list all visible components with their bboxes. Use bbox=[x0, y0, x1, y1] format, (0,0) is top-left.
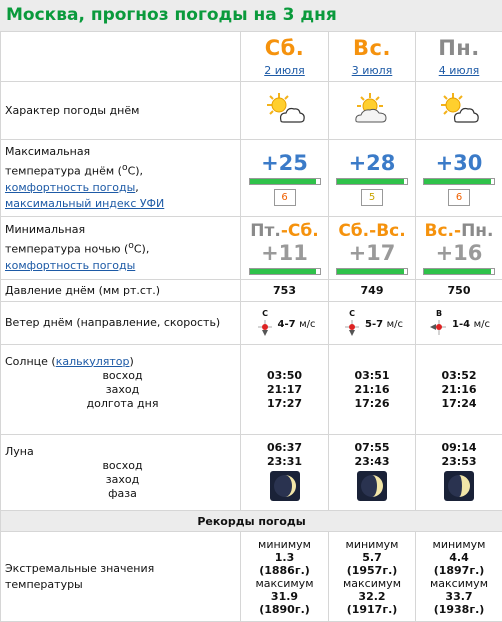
min-temp-label-line2: температура ночью ( bbox=[5, 243, 128, 256]
record-max: 33.7 bbox=[416, 590, 502, 603]
night-period: Пт.-Сб. bbox=[241, 221, 328, 241]
day-date-link[interactable]: 3 июля bbox=[329, 64, 415, 77]
day-header-0 bbox=[241, 32, 329, 82]
uvi-badge: 6 bbox=[274, 189, 296, 206]
wind-speed: 1-4 bbox=[452, 319, 470, 330]
sun-cloud-icon bbox=[350, 91, 394, 127]
min-temp-row: Минимальная температура ночью ($^o$C), комфортность погоды Пт.-Сб. +11 Сб.-Вс. +17 Вс.-Пн. +16 bbox=[1, 217, 502, 280]
day-header-1 bbox=[329, 32, 416, 82]
max-temp-value: +28 bbox=[329, 151, 415, 175]
sun-cloud-icon bbox=[263, 91, 307, 127]
records-row: Экстремальные значения температуры минимум 1.3 (1886г.) максимум 31.9 (1890г.) минимум 5.7 (1957г.) максимум 32.2 (1917г.) минимум 4.4 (1897г.) максимум 33.7 (1938г.) bbox=[1, 532, 502, 622]
min-temp-label-line1: Минимальная bbox=[5, 222, 240, 238]
sunrise-time: 03:52 bbox=[416, 369, 502, 383]
max-temp-label-line1: Максимальная bbox=[5, 144, 240, 160]
records-header-row bbox=[1, 511, 502, 532]
record-max-year: (1890г.) bbox=[241, 603, 328, 616]
calculator-link[interactable]: калькулятор bbox=[56, 355, 130, 368]
day-weather-row bbox=[1, 82, 502, 140]
moonrise-time: 06:37 bbox=[241, 441, 328, 455]
pressure-value: 749 bbox=[329, 280, 416, 302]
moonrise-time: 09:14 bbox=[416, 441, 502, 455]
comfort-bar bbox=[249, 178, 321, 185]
degree-sign: o bbox=[128, 240, 134, 251]
moonset-time: 23:31 bbox=[241, 455, 328, 469]
pressure-label: Давление днём (мм рт.ст.) bbox=[1, 280, 241, 302]
comfort-bar bbox=[423, 178, 495, 185]
uvi-link[interactable]: максимальный индекс УФИ bbox=[5, 197, 164, 210]
max-temp-label-line2: температура днём ( bbox=[5, 165, 122, 178]
comfort-bar bbox=[249, 268, 321, 275]
comfort-link[interactable]: комфортность погоды bbox=[5, 181, 135, 194]
min-temp-value: +16 bbox=[416, 241, 502, 265]
moon-phase-icon bbox=[357, 471, 387, 501]
sunrise-time: 03:51 bbox=[329, 369, 415, 383]
moonrise-label: восход bbox=[5, 459, 240, 473]
record-min: 5.7 bbox=[329, 551, 415, 564]
day-date-link[interactable]: 2 июля bbox=[241, 64, 328, 77]
max-temp-value: +25 bbox=[241, 151, 328, 175]
comfort-bar bbox=[336, 268, 408, 275]
record-max-year: (1917г.) bbox=[329, 603, 415, 616]
comfort-bar bbox=[423, 268, 495, 275]
min-temp-value: +11 bbox=[241, 241, 328, 265]
moonrise-time: 07:55 bbox=[329, 441, 415, 455]
moon-phase-icon bbox=[270, 471, 300, 501]
wind-speed: 5-7 bbox=[365, 319, 383, 330]
day-name: Вс. bbox=[329, 36, 415, 60]
degree-sign: o bbox=[122, 162, 128, 173]
moon-label: Луна bbox=[5, 445, 240, 459]
record-min-year: (1897г.) bbox=[416, 564, 502, 577]
title-bar bbox=[0, 0, 502, 32]
day-header-row bbox=[1, 32, 502, 82]
day-length: 17:27 bbox=[241, 397, 328, 411]
records-header: Рекорды погоды bbox=[1, 511, 502, 532]
record-min: 4.4 bbox=[416, 551, 502, 564]
corner-cell bbox=[1, 32, 241, 82]
comfort-link[interactable]: комфортность погоды bbox=[5, 259, 135, 272]
comfort-bar bbox=[336, 178, 408, 185]
forecast-table bbox=[0, 31, 502, 622]
sunrise-label: восход bbox=[5, 369, 240, 383]
night-period: Сб.-Вс. bbox=[329, 221, 415, 241]
day-length: 17:24 bbox=[416, 397, 502, 411]
records-label-line2: температуры bbox=[5, 577, 240, 593]
sunrise-time: 03:50 bbox=[241, 369, 328, 383]
svg-text:С: С bbox=[262, 309, 268, 318]
sunset-label: заход bbox=[5, 383, 240, 397]
min-temp-value: +17 bbox=[329, 241, 415, 265]
day-weather-label: Характер погоды днём bbox=[1, 82, 241, 140]
wind-direction-icon bbox=[428, 308, 450, 338]
wind-direction-icon bbox=[254, 308, 276, 338]
wind-unit: м/с bbox=[474, 319, 490, 330]
day-length-label: долгота дня bbox=[5, 397, 240, 411]
sun-row: Солнце (калькулятор) восход заход долгота дня 03:50 21:17 17:27 03:51 21:16 17:26 03:52 21:16 17:24 bbox=[1, 345, 502, 435]
record-min-year: (1886г.) bbox=[241, 564, 328, 577]
wind-label: Ветер днём (направление, скорость) bbox=[1, 302, 241, 345]
sunset-time: 21:16 bbox=[329, 383, 415, 397]
record-max-year: (1938г.) bbox=[416, 603, 502, 616]
moonset-time: 23:43 bbox=[329, 455, 415, 469]
uvi-badge: 6 bbox=[448, 189, 470, 206]
sunset-time: 21:17 bbox=[241, 383, 328, 397]
day-name: Пн. bbox=[416, 36, 502, 60]
max-temp-row: Максимальная температура днём ($^o$C), комфортность погоды, максимальный индекс УФИ +25 6 +28 5 +30 6 bbox=[1, 140, 502, 217]
page-title: Москва, прогноз погоды на 3 дня bbox=[6, 5, 337, 25]
day-date-link[interactable]: 4 июля bbox=[416, 64, 502, 77]
record-min: 1.3 bbox=[241, 551, 328, 564]
wind-unit: м/с bbox=[387, 319, 403, 330]
moonset-time: 23:53 bbox=[416, 455, 502, 469]
pressure-value: 753 bbox=[241, 280, 329, 302]
wind-unit: м/с bbox=[299, 319, 315, 330]
wind-speed: 4-7 bbox=[278, 319, 296, 330]
max-temp-value: +30 bbox=[416, 151, 502, 175]
day-header-2 bbox=[416, 32, 502, 82]
moon-row bbox=[1, 435, 502, 511]
day-name: Сб. bbox=[241, 36, 328, 60]
moonset-label: заход bbox=[5, 473, 240, 487]
svg-text:В: В bbox=[436, 309, 442, 318]
day-length: 17:26 bbox=[329, 397, 415, 411]
sun-cloud-icon bbox=[437, 91, 481, 127]
pressure-row bbox=[1, 280, 502, 302]
pressure-value: 750 bbox=[416, 280, 502, 302]
moon-phase-icon bbox=[444, 471, 474, 501]
record-max: 31.9 bbox=[241, 590, 328, 603]
wind-row bbox=[1, 302, 502, 345]
night-period: Вс.-Пн. bbox=[416, 221, 502, 241]
svg-text:С: С bbox=[349, 309, 355, 318]
records-label-line1: Экстремальные значения bbox=[5, 561, 240, 577]
record-min-year: (1957г.) bbox=[329, 564, 415, 577]
moon-phase-label: фаза bbox=[5, 487, 240, 501]
uvi-badge: 5 bbox=[361, 189, 383, 206]
sunset-time: 21:16 bbox=[416, 383, 502, 397]
wind-direction-icon bbox=[341, 308, 363, 338]
record-max: 32.2 bbox=[329, 590, 415, 603]
